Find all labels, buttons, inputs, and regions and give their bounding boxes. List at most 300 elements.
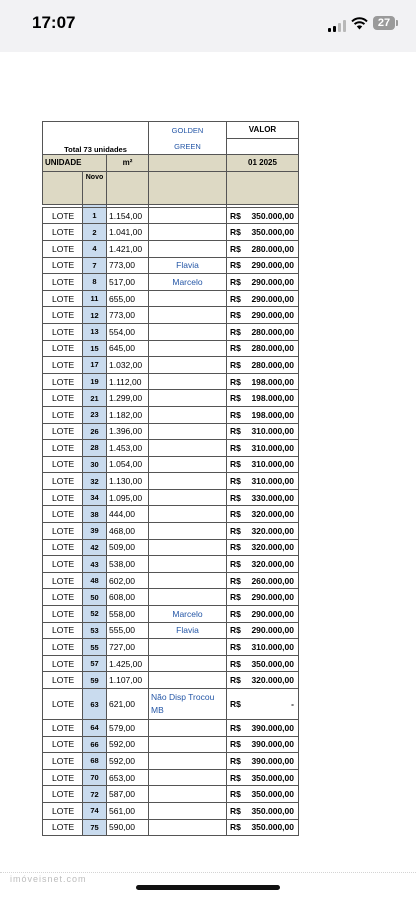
buyer-cell[interactable] [149,572,227,589]
buyer-cell[interactable] [149,224,227,241]
unit-type-cell[interactable]: LOTE [43,207,83,224]
unit-type-cell[interactable]: LOTE [43,274,83,291]
value-cell[interactable] [227,224,299,241]
table-row [43,819,299,836]
table-row [43,373,299,390]
unit-number-cell[interactable]: 72 [83,786,107,803]
currency-label: R$ [230,509,241,520]
currency-label: R$ [230,359,241,370]
value-amount: 350.000,00 [251,210,294,221]
table-row [43,556,299,573]
value-cell[interactable] [227,802,299,819]
area-cell[interactable]: 538,00 [107,556,149,573]
unit-number-cell[interactable]: 7 [83,257,107,274]
unit-type-cell[interactable]: LOTE [43,769,83,786]
value-amount: 320.000,00 [251,509,294,520]
buyer-cell[interactable]: Não Disp Trocou MB [149,689,227,720]
unit-number-cell[interactable]: 64 [83,720,107,737]
value-cell[interactable] [227,323,299,340]
unit-type-cell[interactable]: LOTE [43,423,83,440]
value-amount: 198.000,00 [251,409,294,420]
buyer-cell[interactable]: Flavia [149,622,227,639]
unit-number-cell[interactable]: 53 [83,622,107,639]
unit-number-cell[interactable]: 38 [83,506,107,523]
spreadsheet [42,121,298,836]
unit-number-cell[interactable]: 70 [83,769,107,786]
buyer-cell[interactable] [149,556,227,573]
buyer-cell[interactable] [149,390,227,407]
buyer-cell[interactable] [149,589,227,606]
unit-number-cell[interactable]: 74 [83,802,107,819]
unit-type-cell[interactable]: LOTE [43,290,83,307]
unit-type-cell[interactable]: LOTE [43,786,83,803]
value-amount: 198.000,00 [251,393,294,404]
buyer-cell[interactable] [149,440,227,457]
area-cell[interactable]: 773,00 [107,257,149,274]
unit-number-cell[interactable]: 17 [83,357,107,374]
price-table [42,121,299,836]
wifi-icon [351,17,368,30]
value-cell[interactable] [227,207,299,224]
value-amount: 390.000,00 [251,755,294,766]
area-cell[interactable]: 561,00 [107,802,149,819]
unit-number-cell[interactable]: 39 [83,523,107,540]
currency-label: R$ [230,608,241,619]
watermark: imóveisnet.com [10,874,87,884]
currency-label: R$ [230,805,241,816]
area-cell[interactable]: 1.032,00 [107,357,149,374]
value-cell[interactable] [227,639,299,656]
value-cell[interactable] [227,390,299,407]
buyer-cell[interactable] [149,207,227,224]
currency-label: R$ [230,276,241,287]
unit-type-cell[interactable]: LOTE [43,257,83,274]
table-row [43,489,299,506]
unit-number-cell[interactable]: 1 [83,207,107,224]
table-row [43,257,299,274]
buyer-cell[interactable] [149,769,227,786]
area-cell[interactable]: 1.182,00 [107,406,149,423]
unit-type-cell[interactable]: LOTE [43,556,83,573]
table-row [43,473,299,490]
buyer-cell[interactable]: Marcelo [149,606,227,623]
buyer-cell[interactable] [149,720,227,737]
area-cell[interactable]: 1.299,00 [107,390,149,407]
value-cell[interactable] [227,357,299,374]
value-cell[interactable] [227,523,299,540]
value-amount: 390.000,00 [251,739,294,750]
value-amount: 280.000,00 [251,359,294,370]
unit-type-cell[interactable]: LOTE [43,689,83,720]
table-row [43,207,299,224]
unit-type-cell[interactable]: LOTE [43,672,83,689]
unit-number-cell[interactable]: 68 [83,753,107,770]
unit-type-cell[interactable]: LOTE [43,506,83,523]
table-row [43,622,299,639]
area-cell[interactable]: 773,00 [107,307,149,324]
value-amount: 330.000,00 [251,492,294,503]
unit-number-cell[interactable]: 2 [83,224,107,241]
unit-number-cell[interactable]: 66 [83,736,107,753]
value-cell[interactable] [227,274,299,291]
buyer-cell[interactable] [149,655,227,672]
unit-type-cell[interactable]: LOTE [43,539,83,556]
unit-type-cell[interactable]: LOTE [43,489,83,506]
area-cell[interactable]: 558,00 [107,606,149,623]
area-cell[interactable]: 468,00 [107,523,149,540]
currency-label: R$ [230,642,241,653]
table-row [43,736,299,753]
table-row [43,307,299,324]
total-units-label: Total 73 unidades [43,122,149,155]
area-cell[interactable]: 444,00 [107,506,149,523]
header-row-unidade [43,155,299,172]
table-row [43,655,299,672]
buyer-cell[interactable] [149,340,227,357]
buyer-cell[interactable] [149,753,227,770]
currency-label: R$ [230,592,241,603]
value-cell[interactable] [227,589,299,606]
unit-type-cell[interactable]: LOTE [43,323,83,340]
unit-number-cell[interactable]: 43 [83,556,107,573]
unit-type-cell[interactable]: LOTE [43,307,83,324]
value-cell[interactable] [227,473,299,490]
currency-label: R$ [230,393,241,404]
buyer-cell[interactable]: Flavia [149,257,227,274]
value-amount: 320.000,00 [251,525,294,536]
unit-number-cell[interactable]: 59 [83,672,107,689]
buyer-cell[interactable] [149,323,227,340]
value-cell[interactable] [227,290,299,307]
currency-label: R$ [230,542,241,553]
currency-label: R$ [230,476,241,487]
currency-label: R$ [230,409,241,420]
area-cell[interactable]: 1.130,00 [107,473,149,490]
area-cell[interactable]: 1.425,00 [107,655,149,672]
unit-number-cell[interactable]: 26 [83,423,107,440]
value-amount: 310.000,00 [251,459,294,470]
value-amount: 260.000,00 [251,575,294,586]
unit-number-cell[interactable]: 63 [83,689,107,720]
table-row [43,290,299,307]
unit-type-cell[interactable]: LOTE [43,622,83,639]
buyer-cell[interactable] [149,456,227,473]
currency-label: R$ [230,699,241,709]
value-cell[interactable] [227,423,299,440]
value-cell[interactable] [227,240,299,257]
buyer-cell[interactable] [149,802,227,819]
unit-number-cell[interactable]: 57 [83,655,107,672]
value-cell[interactable] [227,572,299,589]
currency-label: R$ [230,210,241,221]
value-amount: 280.000,00 [251,243,294,254]
table-row [43,506,299,523]
table-row [43,589,299,606]
value-amount: 350.000,00 [251,805,294,816]
value-cell[interactable] [227,406,299,423]
unit-type-cell[interactable]: LOTE [43,606,83,623]
area-cell[interactable]: 645,00 [107,340,149,357]
buyer-cell[interactable] [149,736,227,753]
buyer-cell[interactable] [149,672,227,689]
status-time: 17:07 [32,13,76,32]
area-cell[interactable]: 590,00 [107,819,149,836]
value-cell[interactable] [227,689,299,720]
value-amount: 350.000,00 [251,658,294,669]
unit-type-cell[interactable]: LOTE [43,736,83,753]
buyer-cell[interactable] [149,406,227,423]
unit-number-cell[interactable]: 15 [83,340,107,357]
value-cell[interactable] [227,556,299,573]
area-cell[interactable]: 602,00 [107,572,149,589]
area-cell[interactable]: 1.112,00 [107,373,149,390]
value-cell[interactable] [227,819,299,836]
area-cell[interactable]: 655,00 [107,290,149,307]
buyer-cell[interactable] [149,786,227,803]
unit-type-cell[interactable]: LOTE [43,589,83,606]
table-row [43,323,299,340]
unit-type-cell[interactable]: LOTE [43,473,83,490]
area-cell[interactable]: 1.421,00 [107,240,149,257]
value-cell[interactable] [227,622,299,639]
unit-number-cell[interactable]: 48 [83,572,107,589]
value-cell[interactable] [227,257,299,274]
value-amount: 198.000,00 [251,376,294,387]
unit-number-cell[interactable]: 34 [83,489,107,506]
value-cell[interactable] [227,506,299,523]
unit-type-cell[interactable]: LOTE [43,639,83,656]
unit-type-cell[interactable]: LOTE [43,406,83,423]
unit-number-cell[interactable]: 21 [83,390,107,407]
unit-number-cell[interactable]: 13 [83,323,107,340]
status-bar [0,0,416,52]
currency-label: R$ [230,575,241,586]
currency-label: R$ [230,343,241,354]
value-amount: 320.000,00 [251,559,294,570]
value-amount: 310.000,00 [251,476,294,487]
buyer-cell[interactable] [149,639,227,656]
unit-number-cell[interactable]: 8 [83,274,107,291]
area-cell[interactable]: 608,00 [107,589,149,606]
buyer-cell[interactable] [149,240,227,257]
area-cell[interactable]: 587,00 [107,786,149,803]
table-row [43,456,299,473]
value-cell[interactable] [227,736,299,753]
unit-number-cell[interactable]: 75 [83,819,107,836]
period-header: 01 2025 [227,155,299,172]
currency-label: R$ [230,243,241,254]
currency-label: R$ [230,376,241,387]
table-row [43,539,299,556]
area-cell[interactable]: 592,00 [107,736,149,753]
home-indicator[interactable] [136,885,280,890]
value-amount: 290.000,00 [251,608,294,619]
currency-label: R$ [230,227,241,238]
value-cell[interactable] [227,769,299,786]
table-row [43,689,299,720]
value-amount: 320.000,00 [251,675,294,686]
buyer-cell[interactable] [149,373,227,390]
table-row [43,720,299,737]
area-cell[interactable]: 509,00 [107,539,149,556]
value-amount: 280.000,00 [251,343,294,354]
unit-type-cell[interactable]: LOTE [43,819,83,836]
unidade-header: UNIDADE [43,155,107,172]
value-amount: 290.000,00 [251,310,294,321]
currency-label: R$ [230,789,241,800]
area-cell[interactable]: 1.453,00 [107,440,149,457]
buyer-cell[interactable] [149,506,227,523]
novo-header: Novo [83,171,107,204]
buyer-cell[interactable] [149,357,227,374]
area-cell[interactable]: 592,00 [107,753,149,770]
battery-tip [396,20,398,26]
area-cell[interactable]: 653,00 [107,769,149,786]
area-cell[interactable]: 1.154,00 [107,207,149,224]
buyer-cell[interactable] [149,307,227,324]
unit-type-cell[interactable]: LOTE [43,753,83,770]
value-cell[interactable] [227,440,299,457]
value-amount: 290.000,00 [251,293,294,304]
cellular-signal-icon [328,20,348,32]
buyer-cell[interactable] [149,290,227,307]
unit-type-cell[interactable]: LOTE [43,224,83,241]
currency-label: R$ [230,559,241,570]
value-amount: 280.000,00 [251,326,294,337]
value-amount: 350.000,00 [251,227,294,238]
m2-header: m² [107,155,149,172]
value-cell[interactable] [227,753,299,770]
table-row [43,802,299,819]
unit-number-cell[interactable]: 19 [83,373,107,390]
value-amount: 290.000,00 [251,260,294,271]
unit-number-cell[interactable]: 32 [83,473,107,490]
unit-type-cell[interactable]: LOTE [43,440,83,457]
value-cell[interactable] [227,786,299,803]
table-row [43,440,299,457]
area-cell[interactable]: 727,00 [107,639,149,656]
currency-label: R$ [230,326,241,337]
unit-number-cell[interactable]: 4 [83,240,107,257]
unit-type-cell[interactable]: LOTE [43,720,83,737]
value-cell[interactable] [227,539,299,556]
table-row [43,423,299,440]
currency-label: R$ [230,426,241,437]
buyer-cell[interactable]: Marcelo [149,274,227,291]
table-row [43,240,299,257]
currency-label: R$ [230,739,241,750]
unit-type-cell[interactable]: LOTE [43,373,83,390]
value-cell[interactable] [227,456,299,473]
value-amount: 290.000,00 [251,276,294,287]
unit-type-cell[interactable]: LOTE [43,802,83,819]
buyer-cell[interactable] [149,489,227,506]
value-amount: 390.000,00 [251,722,294,733]
unit-number-cell[interactable]: 50 [83,589,107,606]
area-cell[interactable]: 1.107,00 [107,672,149,689]
table-row [43,606,299,623]
currency-label: R$ [230,675,241,686]
area-cell[interactable]: 1.054,00 [107,456,149,473]
value-cell[interactable] [227,720,299,737]
currency-label: R$ [230,772,241,783]
unit-type-cell[interactable]: LOTE [43,340,83,357]
unit-type-cell[interactable]: LOTE [43,655,83,672]
value-amount: 290.000,00 [251,592,294,603]
value-amount: 320.000,00 [251,542,294,553]
area-cell[interactable]: 579,00 [107,720,149,737]
unit-number-cell[interactable]: 11 [83,290,107,307]
table-row [43,753,299,770]
unit-number-cell[interactable]: 55 [83,639,107,656]
unit-number-cell[interactable]: 30 [83,456,107,473]
buyer-cell[interactable] [149,473,227,490]
unit-type-cell[interactable]: LOTE [43,456,83,473]
buyer-cell[interactable] [149,523,227,540]
value-amount: - [291,699,294,709]
value-amount: 290.000,00 [251,625,294,636]
unit-number-cell[interactable]: 28 [83,440,107,457]
table-row [43,639,299,656]
value-cell[interactable] [227,672,299,689]
value-cell[interactable] [227,307,299,324]
unit-number-cell[interactable]: 12 [83,307,107,324]
golden-green-label: GOLDEN GREEN [149,122,227,155]
currency-label: R$ [230,722,241,733]
unit-number-cell[interactable]: 42 [83,539,107,556]
table-row [43,406,299,423]
unit-type-cell[interactable]: LOTE [43,390,83,407]
value-amount: 310.000,00 [251,642,294,653]
unit-number-cell[interactable]: 23 [83,406,107,423]
currency-label: R$ [230,293,241,304]
currency-label: R$ [230,525,241,536]
currency-label: R$ [230,260,241,271]
value-cell[interactable] [227,489,299,506]
area-cell[interactable]: 621,00 [107,689,149,720]
unit-type-cell[interactable]: LOTE [43,572,83,589]
buyer-cell[interactable] [149,423,227,440]
area-cell[interactable]: 1.095,00 [107,489,149,506]
unit-type-cell[interactable]: LOTE [43,357,83,374]
value-amount: 310.000,00 [251,442,294,453]
area-cell[interactable]: 555,00 [107,622,149,639]
table-row [43,672,299,689]
value-cell[interactable] [227,373,299,390]
table-row [43,572,299,589]
area-cell[interactable]: 517,00 [107,274,149,291]
table-row [43,224,299,241]
table-row [43,786,299,803]
unit-type-cell[interactable]: LOTE [43,240,83,257]
value-amount: 350.000,00 [251,822,294,833]
value-cell[interactable] [227,340,299,357]
buyer-cell[interactable] [149,539,227,556]
value-cell[interactable] [227,655,299,672]
area-cell[interactable]: 1.041,00 [107,224,149,241]
buyer-cell[interactable] [149,819,227,836]
currency-label: R$ [230,310,241,321]
table-row [43,357,299,374]
unit-type-cell[interactable]: LOTE [43,523,83,540]
area-cell[interactable]: 554,00 [107,323,149,340]
value-amount: 350.000,00 [251,789,294,800]
value-amount: 350.000,00 [251,772,294,783]
value-cell[interactable] [227,606,299,623]
area-cell[interactable]: 1.396,00 [107,423,149,440]
currency-label: R$ [230,658,241,669]
unit-number-cell[interactable]: 52 [83,606,107,623]
